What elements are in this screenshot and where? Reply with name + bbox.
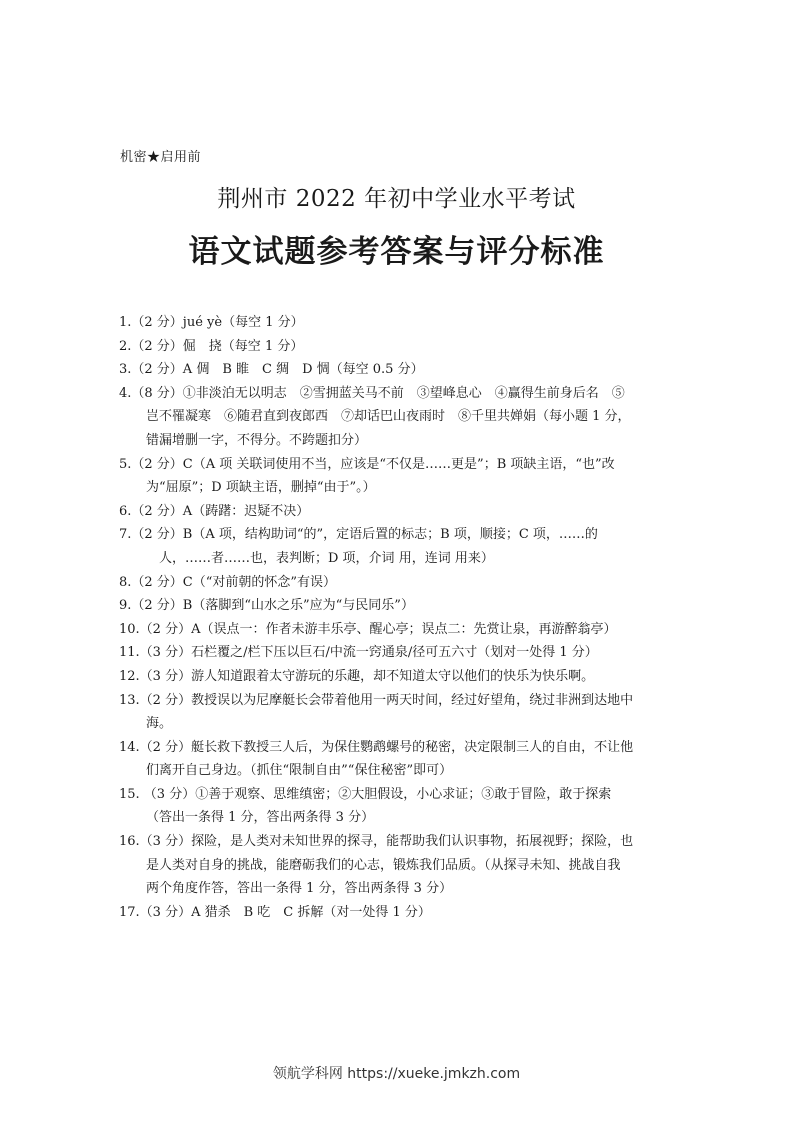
answer-item-continuation: 两个角度作答，答出一条得 1 分，答出两条得 3 分） bbox=[146, 881, 453, 897]
answer-item: 8.（2 分）C（“对前朝的怀念”有误） bbox=[119, 574, 337, 590]
answer-item: 3.（2 分）A 倜 B 睢 C 绸 D 惆（每空 0.5 分） bbox=[119, 362, 424, 378]
answer-item-continuation: 们离开自己身边。（抓住“限制自由”“保住秘密”即可） bbox=[146, 763, 453, 779]
answer-list bbox=[119, 311, 679, 924]
answer-item-continuation: 人，……者……也，表判断；D 项，介词 用，连词 用来） bbox=[159, 550, 494, 566]
answer-item-continuation: 岂不罹凝寒 ⑥随君直到夜郎西 ⑦却话巴山夜雨时 ⑧千里共婵娟（每小题 1 分， bbox=[146, 409, 631, 425]
answer-item-continuation: 错漏增删一字，不得分。不跨题扣分） bbox=[146, 432, 368, 448]
confidential-label: 机密★启用前 bbox=[120, 150, 202, 165]
answer-item: 16.（3 分）探险，是人类对未知世界的探寻，能帮助我们认识事物，拓展视野；探险，也 bbox=[119, 834, 634, 850]
answer-item: 10.（2 分）A（误点一：作者未游丰乐亭、醒心亭；误点二：先赏让泉，再游醉翁亭） bbox=[119, 621, 617, 637]
answer-item: 13.（2 分）教授误以为尼摩艇长会带着他用一两天时间，经过好望角，绕过非洲到达地中 bbox=[119, 692, 634, 708]
footer-watermark: 领航学科网 https://xueke.jmkzh.com bbox=[272, 1066, 521, 1082]
answer-item: 9.（2 分）B（落脚到“山水之乐”应为“与民同乐”） bbox=[119, 598, 414, 614]
answer-item: 7.（2 分）B（A 项，结构助词“的”，定语后置的标志；B 项，顺接；C 项，……的 bbox=[119, 527, 598, 543]
answer-item: 17.（3 分）A 猎杀 B 吃 C 拆解（对一处得 1 分） bbox=[119, 904, 431, 920]
answer-item: 1.（2 分）jué yè（每空 1 分） bbox=[119, 315, 304, 330]
answer-item-continuation: 为“屈原”；D 项缺主语，删掉“由于”。） bbox=[146, 480, 376, 496]
answer-item: 12.（3 分）游人知道跟着太守游玩的乐趣，却不知道太守以他们的快乐为快乐啊。 bbox=[119, 668, 595, 684]
answer-item: 4.（8 分）①非淡泊无以明志 ②雪拥蓝关马不前 ③望峰息心 ④赢得生前身后名 ⑤ bbox=[119, 385, 625, 401]
answer-item-continuation: 海。 bbox=[146, 716, 173, 732]
answer-item: 6.（2 分）A（踌躇：迟疑不决） bbox=[119, 503, 310, 519]
answer-item: 14.（2 分）艇长救下教授三人后，为保住鹦鹉螺号的秘密，决定限制三人的自由，不让他 bbox=[119, 739, 634, 755]
answer-item: 2.（2 分）倔 挠（每空 1 分） bbox=[119, 338, 304, 354]
answer-item: 5.（2 分）C（A 项 关联词使用不当，应该是“不仅是……更是”；B 项缺主语，“也”改 bbox=[119, 456, 615, 472]
exam-title: 荆州市 2022 年初中学业水平考试 bbox=[217, 186, 576, 212]
answer-item-continuation: 是人类对自身的挑战，能磨砺我们的心志，锻炼我们品质。（从探寻未知、挑战自我 bbox=[146, 857, 621, 873]
answer-item-continuation: （答出一条得 1 分，答出两条得 3 分） bbox=[146, 810, 375, 826]
document-subtitle: 语文试题参考答案与评分标准 bbox=[188, 234, 605, 270]
answer-item: 11.（3 分）石栏覆之/栏下压以巨石/中流一窍通泉/径可五六寸（划对一处得 1 分） bbox=[119, 645, 598, 661]
answer-item: 15. （3 分）①善于观察、思维缜密；②大胆假设，小心求证；③敢于冒险，敢于探索 bbox=[119, 786, 612, 802]
